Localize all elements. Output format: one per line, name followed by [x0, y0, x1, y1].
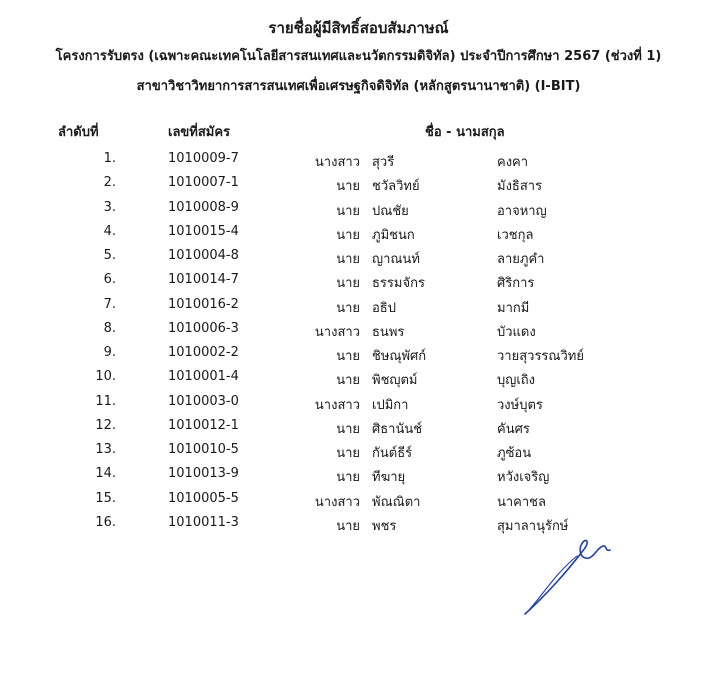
name-title: นาย: [336, 421, 360, 437]
last-name: บัวแดง: [497, 324, 536, 340]
list-item: [0, 366, 717, 390]
list-item: [0, 439, 717, 463]
name-title: นาย: [336, 349, 360, 364]
first-name: ศิธานันช์: [372, 421, 423, 437]
first-name: พชร: [372, 518, 397, 534]
last-name: บุญเถิง: [497, 373, 535, 389]
signature-mark: [515, 530, 615, 620]
application-number: 1010010-5: [168, 442, 239, 457]
list-item: [0, 318, 717, 342]
name-title: นางสาว: [314, 155, 360, 170]
first-name: ปณชัย: [372, 203, 409, 219]
name-title: นางสาว: [314, 324, 360, 340]
column-header-name: ชื่อ - นามสกุล: [425, 125, 505, 140]
application-number: 1010004-8: [168, 248, 239, 263]
name-title: นาย: [336, 227, 360, 243]
row-number: 12.: [95, 417, 116, 433]
first-name: เปมิกา: [372, 397, 409, 413]
application-number: 1010014-7: [168, 272, 239, 288]
column-header-application-no: เลขที่สมัคร: [168, 125, 231, 140]
name-title: นาย: [336, 373, 360, 389]
last-name: วายสุวรรณวิทย์: [497, 349, 584, 364]
row-number: 8.: [103, 320, 116, 336]
row-number: 16.: [95, 514, 116, 530]
list-item: [0, 269, 717, 293]
first-name: สุวรี: [372, 155, 395, 170]
row-number: 13.: [95, 442, 116, 457]
name-title: นาย: [336, 179, 360, 195]
last-name: ลายภูคำ: [497, 252, 545, 267]
first-name: ชวัลวิทย์: [372, 179, 420, 195]
first-name: อธิป: [372, 300, 396, 316]
last-name: อาจหาญ: [497, 203, 547, 219]
first-name: กันต์ธีร์: [372, 446, 413, 461]
row-number: 7.: [103, 296, 116, 312]
row-number: 6.: [103, 272, 116, 288]
last-name: สุมาลานุรักษ์: [497, 518, 569, 534]
row-number: 2.: [103, 175, 116, 191]
candidate-list: [0, 148, 717, 536]
last-name: มังธิสาร: [497, 179, 543, 195]
first-name: ภูมิชนก: [372, 227, 415, 243]
application-number: 1010012-1: [168, 417, 239, 433]
program-subtitle: สาขาวิชาวิทยาการสารสนเทศเพื่อเศรษฐกิจดิจิทัล (หลักสูตรนานาชาติ) (I-BIT): [136, 79, 581, 94]
application-number: 1010007-1: [168, 175, 239, 191]
row-number: 3.: [103, 199, 116, 215]
first-name: ชิษณุพัศก์: [372, 349, 427, 364]
application-number: 1010005-5: [168, 490, 239, 506]
name-title: นาย: [336, 518, 360, 534]
name-title: นาย: [336, 446, 360, 461]
last-name: เวชกุล: [497, 227, 534, 243]
name-title: นางสาว: [314, 397, 360, 413]
list-item: [0, 172, 717, 196]
list-item: [0, 148, 717, 172]
application-number: 1010002-2: [168, 345, 239, 360]
name-title: นางสาว: [314, 494, 360, 510]
name-title: นาย: [336, 300, 360, 316]
application-number: 1010015-4: [168, 223, 239, 239]
application-number: 1010006-3: [168, 320, 239, 336]
application-number: 1010016-2: [168, 296, 239, 312]
document-title: รายชื่อผู้มีสิทธิ์สอบสัมภาษณ์: [268, 19, 449, 37]
application-number: 1010008-9: [168, 199, 239, 215]
name-title: นาย: [336, 203, 360, 219]
application-number: 1010001-4: [168, 369, 239, 385]
application-number: 1010003-0: [168, 393, 239, 409]
first-name: พัณณิตา: [372, 494, 421, 510]
list-item: [0, 488, 717, 512]
row-number: 9.: [103, 345, 116, 360]
last-name: คันศร: [497, 421, 530, 437]
row-number: 14.: [95, 466, 116, 482]
first-name: พิชญุตม์: [372, 373, 418, 389]
list-item: [0, 221, 717, 245]
first-name: ทีฆายุ: [372, 470, 406, 486]
row-number: 5.: [103, 248, 116, 263]
list-item: [0, 463, 717, 487]
list-item: [0, 415, 717, 439]
list-item: [0, 391, 717, 415]
application-number: 1010009-7: [168, 151, 239, 166]
last-name: มากมี: [497, 300, 530, 316]
name-title: นาย: [336, 276, 360, 292]
application-number: 1010013-9: [168, 466, 239, 482]
column-header-order: ลำดับที่: [58, 125, 99, 140]
last-name: ภูซ้อน: [497, 446, 532, 461]
list-item: [0, 294, 717, 318]
row-number: 4.: [103, 223, 116, 239]
name-title: นาย: [336, 252, 360, 267]
name-title: นาย: [336, 470, 360, 486]
row-number: 1.: [103, 151, 116, 166]
first-name: ธนพร: [372, 324, 405, 340]
last-name: วงษ์บุตร: [497, 397, 543, 413]
list-item: [0, 342, 717, 366]
list-item: [0, 245, 717, 269]
project-subtitle: โครงการรับตรง (เฉพาะคณะเทคโนโลยีสารสนเทศและนวัตกรรมดิจิทัล) ประจำปีการศึกษา 2567 (ช่วงที่ 1): [55, 49, 662, 64]
row-number: 10.: [95, 369, 116, 385]
last-name: หวังเจริญ: [497, 470, 550, 486]
last-name: คงคา: [497, 155, 529, 170]
application-number: 1010011-3: [168, 514, 239, 530]
first-name: ญาณนท์: [372, 252, 420, 267]
row-number: 11.: [95, 393, 116, 409]
last-name: นาคาชล: [497, 494, 546, 510]
row-number: 15.: [95, 490, 116, 506]
last-name: ศิริการ: [497, 276, 535, 292]
first-name: ธรรมจักร: [372, 276, 425, 292]
list-item: [0, 197, 717, 221]
